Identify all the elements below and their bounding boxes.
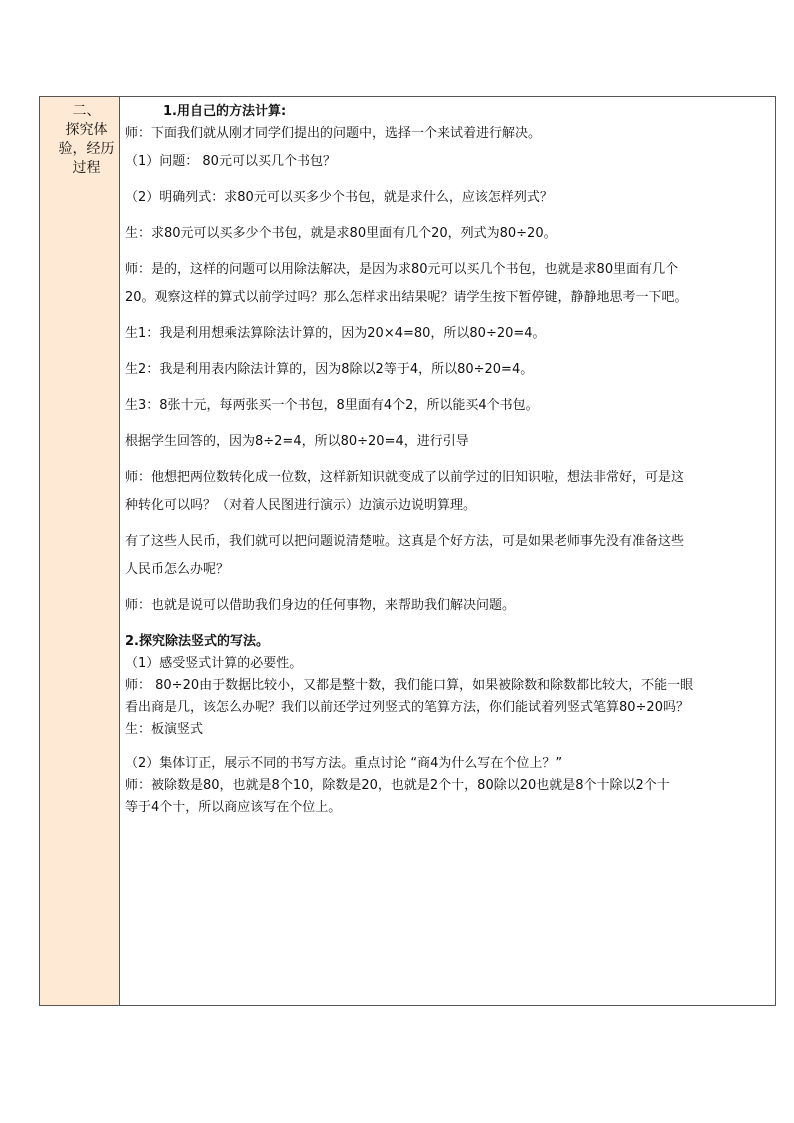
paragraph-line: 20。观察这样的算式以前学过吗？那么怎样求出结果呢？请学生按下暂停键，静静地思考一下吧。 [125,290,688,305]
paragraph: 根据学生回答的，因为8÷2=4，所以80÷20=4，进行引导 [125,434,469,449]
paragraph-line: 人民币怎么办呢？ [125,562,230,577]
paragraph-line: 种转化可以吗？（对着人民图进行演示）边演示边说明算理。 [125,498,477,513]
paragraph-line: 看出商是几，该怎么办呢？我们以前还学过列竖式的笔算方法，你们能试着列竖式笔算80÷20吗？ [125,700,689,715]
paragraph: 生：板演竖式 [125,722,204,737]
paragraph-line: 师： 80÷20由于数据比较小，又都是整十数，我们能口算，如果被除数和除数都比较大，不能一眼 [125,678,694,693]
heading-2: 2.探究除法竖式的写法。 [125,634,269,649]
paragraph: 生2：我是利用表内除法计算的，因为8除以2等于4，所以80÷20=4。 [125,362,534,377]
paragraph-line: 师：被除数是80，也就是8个10，除数是20，也就是2个十，80除以20也就是8个十除以2个十 [125,778,670,793]
lesson-table [39,96,776,1006]
paragraph: 生1：我是利用想乘法算除法计算的，因为20×4=80，所以80÷20=4。 [125,326,546,341]
heading-1: 1.用自己的方法计算: [163,104,287,119]
section-label: 二、 探究体 验，经历 过程 [58,103,115,176]
section-cell [40,97,120,1005]
paragraph: 生：求80元可以买多少个书包，就是求80里面有几个20，列式为80÷20。 [125,226,557,241]
paragraph: 生3：8张十元，每两张买一个书包，8里面有4个2，所以能买4个书包。 [125,398,539,413]
paragraph-line: 有了这些人民币，我们就可以把问题说清楚啦。这真是个好方法，可是如果老师事先没有准备这些 [125,534,685,549]
content-cell [120,97,775,1005]
paragraph: 师：也就是说可以借助我们身边的任何事物，来帮助我们解决问题。 [125,598,516,613]
paragraph-line: 师：他想把两位数转化成一位数，这样新知识就变成了以前学过的旧知识啦，想法非常好，可是这 [125,470,685,485]
paragraph: （2）明确列式：求80元可以买多少个书包，就是求什么，应该怎样列式？ [125,190,553,205]
paragraph: （2）集体订正，展示不同的书写方法。重点讨论 “商4为什么写在个位上？” [125,756,563,771]
paragraph-line: 等于4个十，所以商应该写在个位上。 [125,800,342,815]
paragraph: 师：下面我们就从刚才同学们提出的问题中，选择一个来试着进行解决。 [125,126,542,141]
paragraph: （1）问题： 80元可以买几个书包？ [125,154,336,169]
paragraph: （1）感受竖式计算的必要性。 [125,656,303,671]
paragraph-line: 师：是的，这样的问题可以用除法解决，是因为求80元可以买几个书包，也就是求80里面有几个 [125,262,679,277]
